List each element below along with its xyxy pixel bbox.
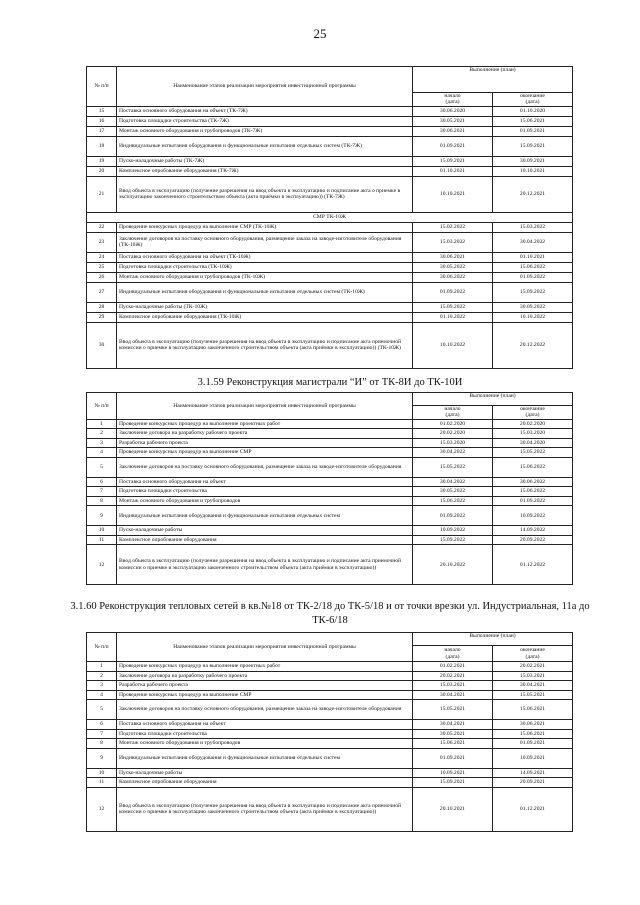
table-row	[87, 671, 573, 681]
stage-name: Поставка основного оборудования на объект	[117, 477, 413, 487]
table-row	[87, 526, 573, 536]
column-header-stage: Наименование этапов реализации мероприятия инвестиционной программы	[117, 393, 413, 420]
stage-name: Пуско-наладочные работы	[117, 526, 413, 536]
table-row	[87, 787, 573, 831]
column-header-number: № п/п	[87, 67, 117, 107]
stage-name: Проведение конкурсных процедур на выполнение СМР (ТК-10Ж)	[117, 222, 413, 232]
stage-name: Монтаж основного оборудования и трубопроводов (ТК-10Ж)	[117, 272, 413, 282]
stage-name: Поставка основного оборудования на объект	[117, 720, 413, 730]
row-number: 11	[87, 535, 117, 545]
stage-name: Подготовка площадки строительства (ТК-10Ж)	[117, 262, 413, 272]
table-row	[87, 302, 573, 312]
row-number: 7	[87, 487, 117, 497]
end-date: 01.09.2022	[493, 272, 573, 282]
start-date: 15.02.2022	[413, 222, 493, 232]
start-date: 15.06.2021	[413, 739, 493, 749]
start-date: 01.02.2021	[413, 662, 493, 672]
table-row	[87, 535, 573, 545]
stage-name: Ввод объекта в эксплуатацию (получение разрешения на ввод объекта в эксплуатацию и подписание акта о приемке в эксплуатацию законченного строительством объекта (акта приёмки в эксплуатацию)) (ТК-7Ж)	[117, 176, 413, 212]
row-number: 10	[87, 768, 117, 778]
end-date: 15.06.2022	[493, 262, 573, 272]
end-date: 30.09.2022	[493, 302, 573, 312]
end-date: 15.05.2022	[493, 448, 573, 458]
row-number: 2	[87, 429, 117, 439]
column-header-end: окончание (дата)	[493, 646, 573, 662]
row-number: 5	[87, 457, 117, 477]
column-header-start: начало (дата)	[413, 646, 493, 662]
table-row	[87, 222, 573, 232]
table-row	[87, 457, 573, 477]
row-number: 26	[87, 272, 117, 282]
start-date: 10.09.2022	[413, 526, 493, 536]
row-number: 3	[87, 681, 117, 691]
stage-name: Комплексное опробование оборудования	[117, 778, 413, 788]
stage-name: Разработка рабочего проекта	[117, 438, 413, 448]
end-date: 14.09.2021	[493, 768, 573, 778]
end-date: 01.09.2021	[493, 126, 573, 136]
stage-name: Пуско-наладочные работы (ТК-10Ж)	[117, 302, 413, 312]
table-header-row	[87, 633, 573, 646]
start-date: 30.04.2022	[413, 477, 493, 487]
start-date: 01.10.2021	[413, 166, 493, 176]
stage-name: Монтаж основного оборудования и трубопроводов (ТК-7Ж)	[117, 126, 413, 136]
start-date: 20.10.2022	[413, 545, 493, 585]
stage-name: Индивидуальные испытания оборудования и функциональные испытания отдельных систем (ТК-10Ж)	[117, 282, 413, 302]
stage-name: Индивидуальные испытания оборудования и функциональные испытания отдельных систем	[117, 748, 413, 768]
table-row	[87, 272, 573, 282]
start-date: 15.06.2022	[413, 496, 493, 506]
table-row	[87, 739, 573, 749]
start-date: 30.04.2021	[413, 690, 493, 700]
row-number: 4	[87, 690, 117, 700]
end-date: 10.10.2021	[493, 166, 573, 176]
end-date: 15.05.2021	[493, 690, 573, 700]
stage-name: Проведение конкурсных процедур на выполнение СМР	[117, 448, 413, 458]
end-date: 30.04.2022	[493, 232, 573, 252]
stage-name: Поставка основного оборудования на объект (ТК-7Ж)	[117, 106, 413, 116]
row-number: 1	[87, 419, 117, 429]
section-label: СМР ТК-10Ж	[87, 212, 573, 222]
end-date: 15.06.2021	[493, 116, 573, 126]
table-row	[87, 438, 573, 448]
end-date: 10.09.2021	[493, 748, 573, 768]
section-heading-3-1-60: 3.1.60 Реконструкция тепловых сетей в кв.№18 от ТК-2/18 до ТК-5/18 и от точки врезки ул. Индустриальная, 11а до ТК-6/18	[70, 601, 590, 626]
row-number: 6	[87, 720, 117, 730]
start-date: 15.05.2022	[413, 457, 493, 477]
stage-name: Комплексное опробование оборудования	[117, 535, 413, 545]
table-row	[87, 720, 573, 730]
column-header-number: № п/п	[87, 393, 117, 420]
stage-name: Проведение конкурсных процедур на выполнение проектных работ	[117, 419, 413, 429]
row-number: 8	[87, 496, 117, 506]
table-row	[87, 176, 573, 212]
end-date: 01.10.2021	[493, 252, 573, 262]
start-date: 15.09.2021	[413, 156, 493, 166]
row-number: 15	[87, 106, 117, 116]
stage-name: Ввод объекта в эксплуатацию (получение разрешения на ввод объекта в эксплуатацию и подписание акта приемочной комиссии о приемке в эксплуатацию законченного строительством объекта (акта приёмки в эксплуатацию))	[117, 787, 413, 831]
stage-name: Заключение договора на разработку рабочего проекта	[117, 671, 413, 681]
start-date: 15.09.2022	[413, 302, 493, 312]
start-date: 30.05.2021	[413, 729, 493, 739]
column-header-end: окончание (дата)	[493, 93, 573, 107]
row-number: 7	[87, 729, 117, 739]
row-number: 17	[87, 126, 117, 136]
stage-name: Подготовка площадки строительства	[117, 487, 413, 497]
table-row	[87, 282, 573, 302]
end-date: 20.09.2021	[493, 778, 573, 788]
end-date: 14.09.2022	[493, 526, 573, 536]
schedule-table-continued	[86, 66, 573, 369]
end-date: 15.06.2022	[493, 457, 573, 477]
stage-name: Пуско-наладочные работы (ТК-7Ж)	[117, 156, 413, 166]
stage-name: Проведение конкурсных процедур на выполнение проектных работ	[117, 662, 413, 672]
column-header-plan: Выполнение (план)	[413, 393, 573, 406]
row-number: 10	[87, 526, 117, 536]
row-number: 12	[87, 545, 117, 585]
start-date: 30.06.2022	[413, 272, 493, 282]
end-date: 15.09.2021	[493, 136, 573, 156]
end-date: 15.03.2022	[493, 222, 573, 232]
table-row	[87, 232, 573, 252]
row-number: 9	[87, 748, 117, 768]
end-date: 30.06.2022	[493, 477, 573, 487]
row-number: 21	[87, 176, 117, 212]
table-row	[87, 116, 573, 126]
table-row	[87, 106, 573, 116]
end-date: 30.09.2021	[493, 156, 573, 166]
row-number: 9	[87, 506, 117, 526]
table-row	[87, 252, 573, 262]
section-heading-3-1-59: 3.1.59 Реконструкция магистрали “И” от ТК-8И до ТК-10И	[197, 377, 463, 388]
table-row	[87, 768, 573, 778]
table-row	[87, 429, 573, 439]
row-number: 19	[87, 156, 117, 166]
schedule-table-3-1-60	[86, 632, 573, 832]
start-date: 30.05.2021	[413, 116, 493, 126]
column-header-number: № п/п	[87, 633, 117, 662]
start-date: 15.03.2021	[413, 681, 493, 691]
stage-name: Монтаж основного оборудования и трубопроводов	[117, 496, 413, 506]
start-date: 30.06.2021	[413, 126, 493, 136]
start-date: 30.04.2021	[413, 720, 493, 730]
row-number: 6	[87, 477, 117, 487]
row-number: 23	[87, 232, 117, 252]
start-date: 20.02.2021	[413, 671, 493, 681]
end-date: 15.06.2021	[493, 700, 573, 720]
column-header-plan: Выполнение (план)	[413, 67, 573, 93]
start-date: 01.09.2021	[413, 748, 493, 768]
start-date: 15.09.2022	[413, 535, 493, 545]
start-date: 30.06.2021	[413, 252, 493, 262]
table-row	[87, 156, 573, 166]
start-date: 01.09.2021	[413, 136, 493, 156]
stage-name: Индивидуальные испытания оборудования и функциональные испытания отдельных систем	[117, 506, 413, 526]
start-date: 30.05.2022	[413, 262, 493, 272]
row-number: 1	[87, 662, 117, 672]
end-date: 10.09.2022	[493, 506, 573, 526]
row-number: 8	[87, 739, 117, 749]
stage-name: Заключение договора на разработку рабочего проекта	[117, 429, 413, 439]
row-number: 24	[87, 252, 117, 262]
start-date: 15.03.2020	[413, 438, 493, 448]
stage-name: Комплексное опробование оборудования (ТК-10Ж)	[117, 312, 413, 322]
end-date: 15.06.2022	[493, 487, 573, 497]
start-date: 20.10.2021	[413, 787, 493, 831]
column-header-plan: Выполнение (план)	[413, 633, 573, 646]
start-date: 15.03.2022	[413, 232, 493, 252]
table-row	[87, 729, 573, 739]
row-number: 5	[87, 700, 117, 720]
section-row	[87, 212, 573, 222]
end-date: 30.06.2021	[493, 720, 573, 730]
end-date: 30.04.2021	[493, 681, 573, 691]
end-date: 01.09.2021	[493, 739, 573, 749]
row-number: 11	[87, 778, 117, 788]
table-row	[87, 700, 573, 720]
table-row	[87, 662, 573, 672]
stage-name: Проведение конкурсных процедур на выполнение СМР	[117, 690, 413, 700]
page-number: 25	[313, 26, 327, 41]
end-date: 30.04.2020	[493, 438, 573, 448]
stage-name: Ввод объекта в эксплуатацию (получение разрешения на ввод объекта в эксплуатацию и подписание акта приемочной комиссии о приемке в эксплуатацию законченного строительством объекта (акта приёмки в эксплуатацию)) (ТК-10Ж)	[117, 322, 413, 368]
stage-name: Пуско-наладочные работы	[117, 768, 413, 778]
row-number: 22	[87, 222, 117, 232]
table-row	[87, 136, 573, 156]
stage-name: Поставка основного оборудования на объект (ТК-10Ж)	[117, 252, 413, 262]
table-row	[87, 487, 573, 497]
table-row	[87, 126, 573, 136]
table-row	[87, 545, 573, 585]
row-number: 18	[87, 136, 117, 156]
start-date: 01.09.2022	[413, 282, 493, 302]
stage-name: Комплексное опробование оборудования (ТК-7Ж)	[117, 166, 413, 176]
start-date: 01.10.2022	[413, 312, 493, 322]
row-number: 3	[87, 438, 117, 448]
schedule-table-3-1-59	[86, 392, 573, 585]
stage-name: Ввод объекта в эксплуатацию (получение разрешения на ввод объекта в эксплуатацию и подписание акта приемочной комиссии о приемке в эксплуатацию законченного строительством объекта (акта приёмки в эксплуатацию))	[117, 545, 413, 585]
stage-name: Монтаж основного оборудования и трубопроводов	[117, 739, 413, 749]
stage-name: Подготовка площадки строительства	[117, 729, 413, 739]
end-date: 20.02.2020	[493, 419, 573, 429]
table-row	[87, 166, 573, 176]
end-date: 20.12.2022	[493, 322, 573, 368]
column-header-stage: Наименование этапов реализации мероприятия инвестиционной программы	[117, 633, 413, 662]
table-row	[87, 262, 573, 272]
row-number: 2	[87, 671, 117, 681]
table-row	[87, 477, 573, 487]
start-date: 30.05.2022	[413, 487, 493, 497]
end-date: 15.03.2020	[493, 429, 573, 439]
end-date: 01.12.2022	[493, 545, 573, 585]
end-date: 20.09.2022	[493, 535, 573, 545]
table-row	[87, 448, 573, 458]
end-date: 20.12.2021	[493, 176, 573, 212]
stage-name: Индивидуальные испытания оборудования и функциональные испытания отдельных систем (ТК-7Ж)	[117, 136, 413, 156]
table-row	[87, 419, 573, 429]
start-date: 15.05.2021	[413, 700, 493, 720]
start-date: 01.02.2020	[413, 419, 493, 429]
table-row	[87, 506, 573, 526]
row-number: 25	[87, 262, 117, 272]
end-date: 10.10.2022	[493, 312, 573, 322]
start-date: 30.04.2022	[413, 448, 493, 458]
row-number: 27	[87, 282, 117, 302]
stage-name: Подготовка площадки строительства (ТК-7Ж)	[117, 116, 413, 126]
table-row	[87, 312, 573, 322]
table-header-row	[87, 393, 573, 406]
column-header-start: начало (дата)	[413, 406, 493, 420]
row-number: 4	[87, 448, 117, 458]
start-date: 20.02.2020	[413, 429, 493, 439]
end-date: 20.02.2021	[493, 662, 573, 672]
table-header-row	[87, 67, 573, 93]
start-date: 01.09.2022	[413, 506, 493, 526]
column-header-start: начало (дата)	[413, 93, 493, 107]
row-number: 29	[87, 312, 117, 322]
table-row	[87, 496, 573, 506]
row-number: 16	[87, 116, 117, 126]
column-header-end: окончание (дата)	[493, 406, 573, 420]
end-date: 01.12.2021	[493, 787, 573, 831]
row-number: 12	[87, 787, 117, 831]
stage-name: Заключение договоров на поставку основного оборудования, размещение заказа на заводе-изготовителе оборудования	[117, 700, 413, 720]
start-date: 10.10.2022	[413, 322, 493, 368]
stage-name: Заключение договоров на поставку основного оборудования, размещение заказа на заводе-изготовителе оборудования	[117, 457, 413, 477]
start-date: 30.06.2020	[413, 106, 493, 116]
table-row	[87, 778, 573, 788]
stage-name: Заключение договоров на поставку основного оборудования, размещение заказа на заводе-изготовителе оборудования (ТК-10Ж)	[117, 232, 413, 252]
end-date: 15.06.2021	[493, 729, 573, 739]
row-number: 28	[87, 302, 117, 312]
start-date: 10.10.2021	[413, 176, 493, 212]
table-row	[87, 690, 573, 700]
table-row	[87, 681, 573, 691]
end-date: 01.10.2020	[493, 106, 573, 116]
start-date: 10.09.2021	[413, 768, 493, 778]
end-date: 01.09.2022	[493, 496, 573, 506]
start-date: 15.09.2021	[413, 778, 493, 788]
column-header-stage: Наименование этапов реализации мероприятия инвестиционной программы	[117, 67, 413, 107]
stage-name: Разработка рабочего проекта	[117, 681, 413, 691]
end-date: 15.09.2022	[493, 282, 573, 302]
end-date: 15.03.2021	[493, 671, 573, 681]
row-number: 30	[87, 322, 117, 368]
table-row	[87, 322, 573, 368]
table-row	[87, 748, 573, 768]
row-number: 20	[87, 166, 117, 176]
